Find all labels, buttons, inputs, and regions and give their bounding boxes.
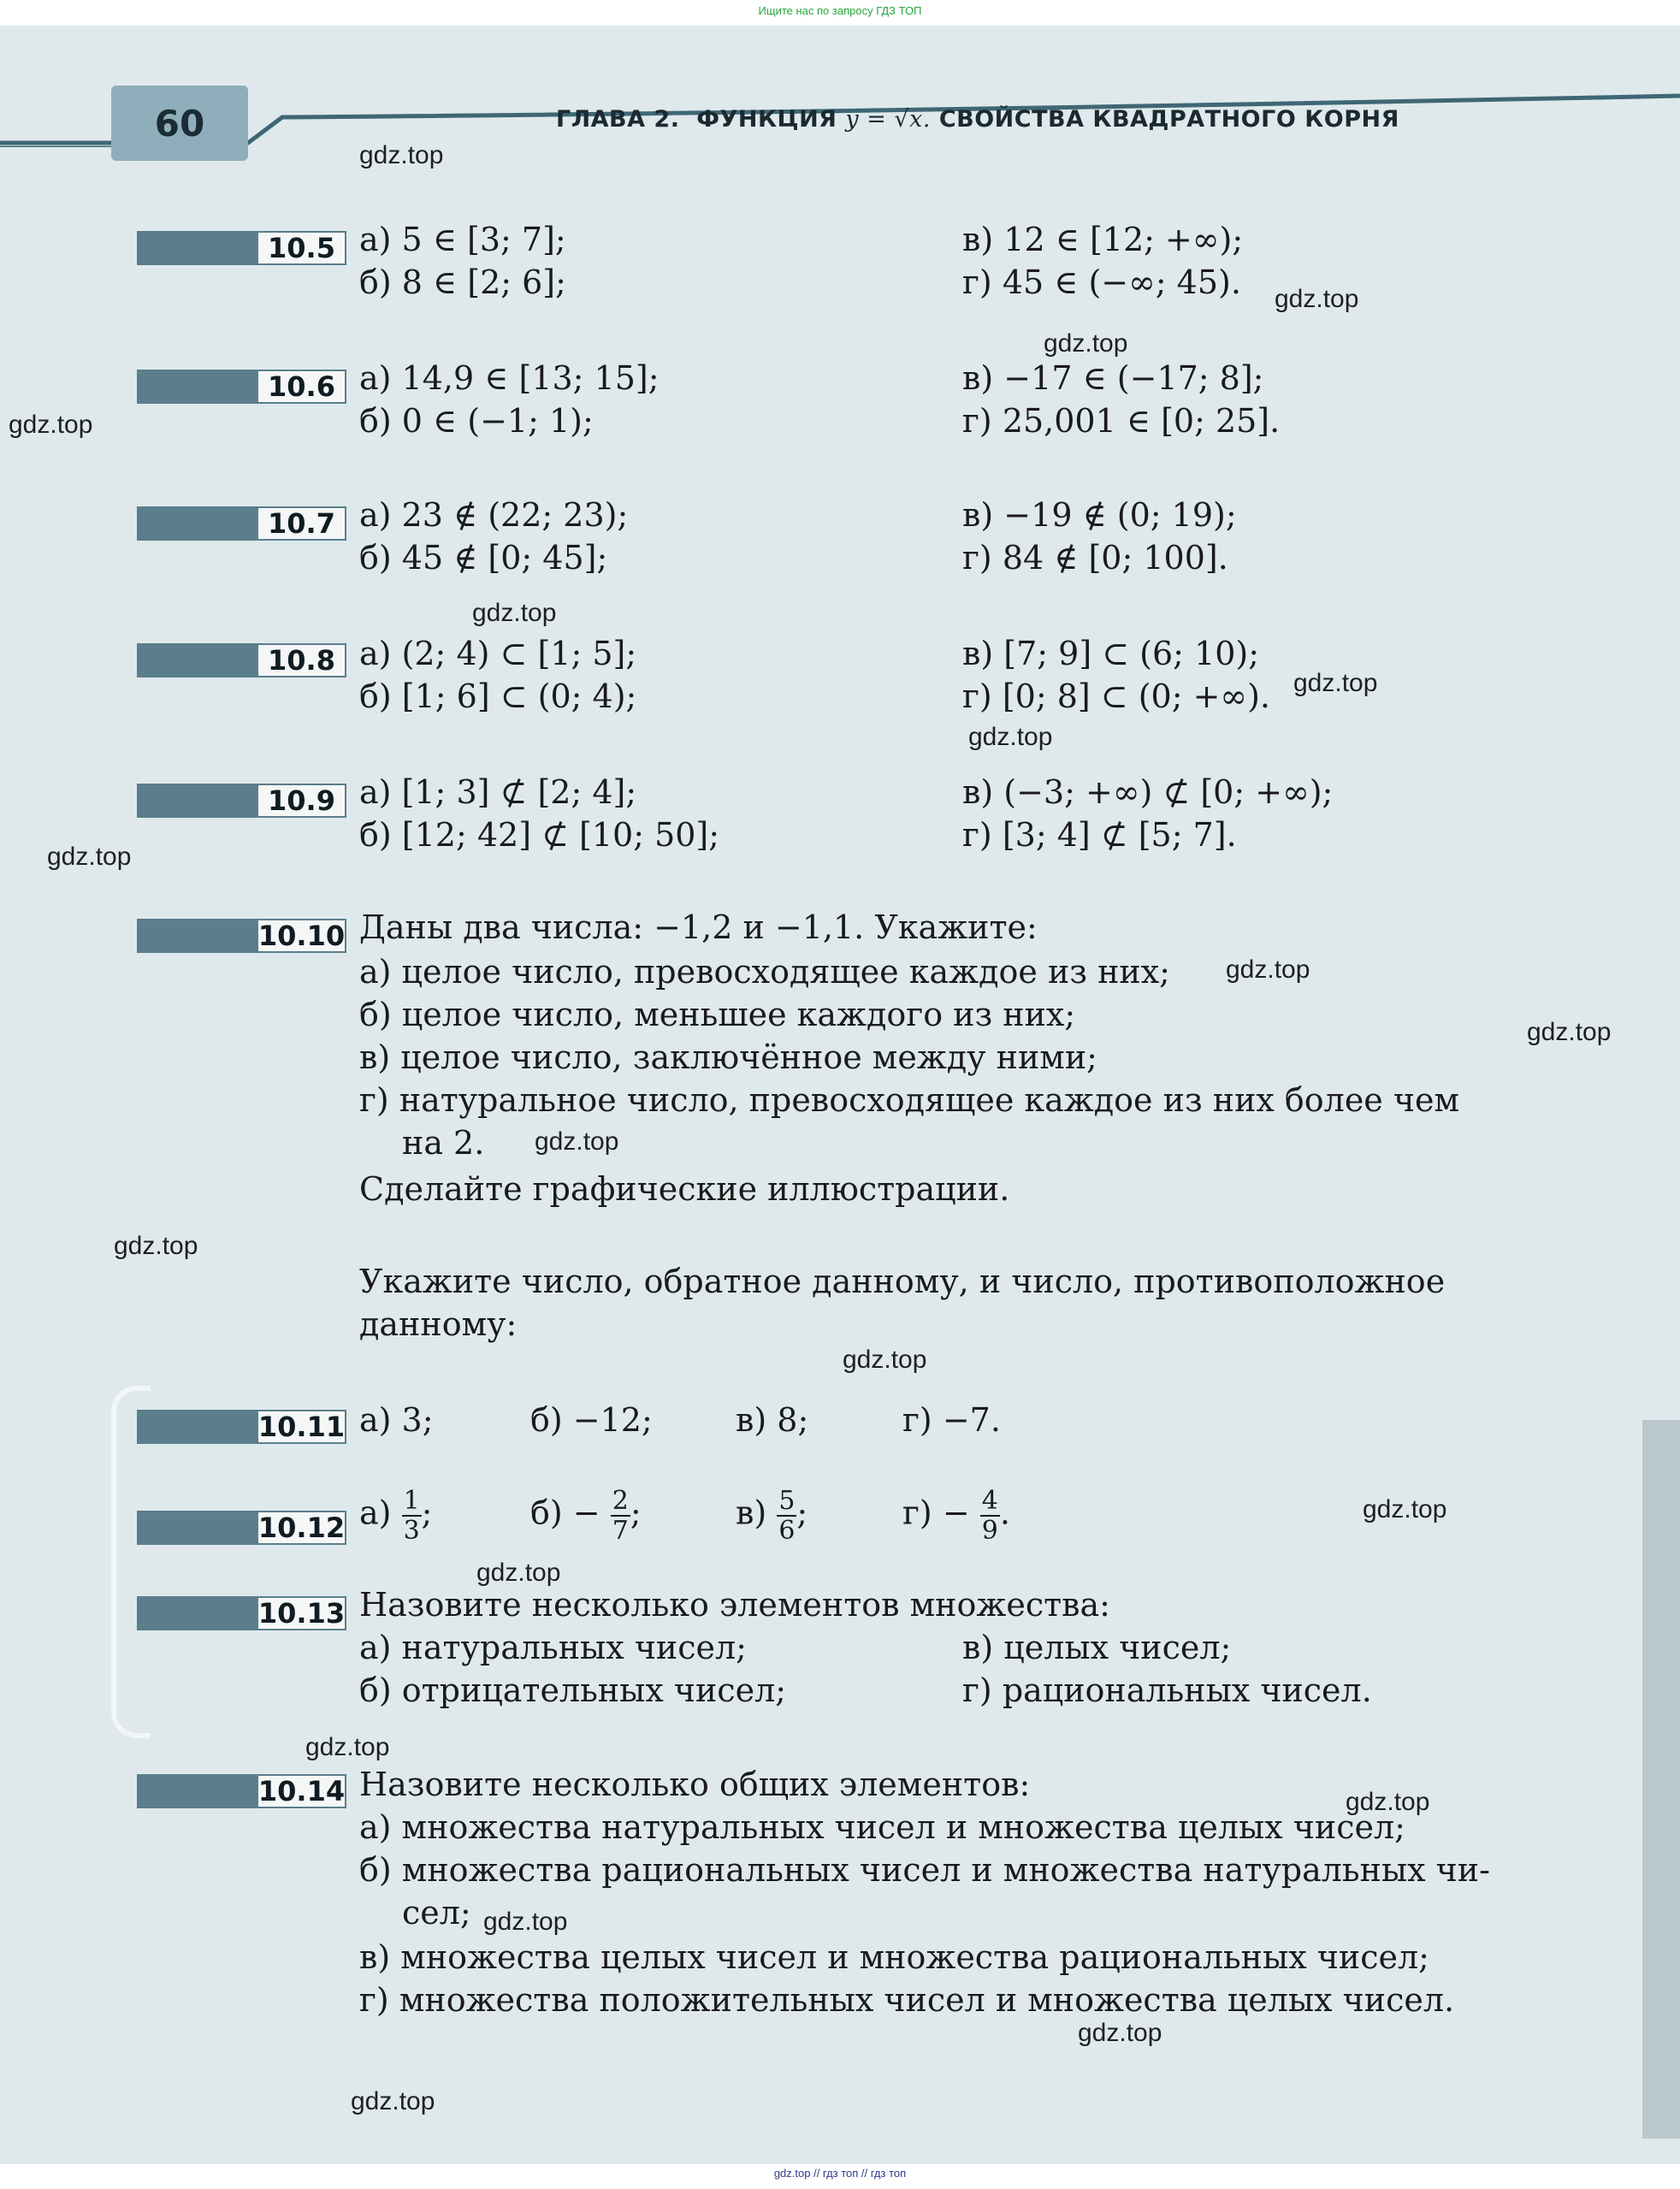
side-stripe [1642,1420,1680,2139]
chapter-rest: СВОЙСТВА КВАДРАТНОГО КОРНЯ [930,106,1399,133]
denominator: 6 [778,1516,796,1546]
watermark: gdz.top [1346,1788,1430,1816]
item-b: б) −12; [530,1401,653,1439]
item-b: б) 45 ∉ [0; 45]; [359,539,608,577]
task-number: 10.12 [257,1512,346,1544]
item-a: а) множества натуральных чисел и множества целых чисел; [359,1808,1405,1846]
item-a: а) [1; 3] ⊄ [2; 4]; [359,773,637,811]
task-number: 10.5 [257,231,346,265]
item-b [530,1487,642,1545]
item-a [359,1487,432,1545]
numerator: 4 [981,1486,998,1516]
item-d: г) 84 ∉ [0; 100]. [962,539,1228,577]
item-c: в) целых чисел; [962,1629,1232,1666]
denominator: 7 [612,1516,629,1546]
item-c: в) 8; [736,1401,809,1439]
fraction [402,1487,422,1545]
item-b-suffix: ; [630,1494,642,1532]
section-intro-line1: Укажите число, обратное данному, и число, противоположное [359,1263,1446,1300]
item-c: в) −17 ∈ (−17; 8]; [962,359,1264,397]
item-d-suffix: . [999,1494,1010,1532]
item-a: а) целое число, превосходящее каждое из них; [359,953,1170,991]
denominator: 3 [403,1516,420,1546]
fraction [611,1487,630,1545]
item-c: в) множества целых чисел и множества рациональных чисел; [359,1938,1429,1976]
item-d: г) рациональных чисел. [962,1671,1372,1709]
item-b-line1: б) множества рациональных чисел и множества натуральных чи- [359,1851,1490,1889]
watermark: gdz.top [1527,1018,1612,1046]
item-c-suffix: ; [796,1494,808,1532]
item-a: а) 14,9 ∈ [13; 15]; [359,359,660,397]
watermark: gdz.top [843,1346,927,1374]
item-d: г) [3; 4] ⊄ [5; 7]. [962,816,1237,854]
watermark: gdz.top [1078,2019,1162,2047]
watermark: gdz.top [359,141,444,169]
denominator: 9 [981,1516,998,1546]
watermark: gdz.top [472,599,557,627]
chapter-formula: y = √x. [845,106,931,133]
fraction [777,1487,796,1545]
item-b: б) целое число, меньшее каждого из них; [359,996,1076,1033]
item-d: г) множества положительных чисел и множества целых чисел. [359,1981,1455,2019]
chapter-title [556,106,1399,133]
watermark: gdz.top [1044,329,1128,358]
watermark: gdz.top [535,1127,619,1156]
item-d-prefix: г) − [902,1494,970,1532]
page-number: 60 [111,86,248,161]
item-d: г) −7. [902,1401,1001,1439]
watermark: gdz.top [9,411,93,439]
watermark: gdz.top [1226,955,1310,984]
watermark: gdz.top [305,1733,390,1761]
numerator: 2 [612,1486,629,1516]
item-a: а) 23 ∉ (22; 23); [359,496,629,534]
item-c: в) целое число, заключённое между ними; [359,1038,1097,1076]
bottom-note: gdz.top // гдз топ // гдз топ [773,2167,907,2180]
chapter-func: ФУНКЦИЯ [696,106,846,133]
watermark: gdz.top [114,1232,198,1260]
task-outro: Сделайте графические иллюстрации. [359,1170,1010,1208]
item-c [736,1487,807,1545]
section-intro-line2: данному: [359,1305,518,1343]
numerator: 1 [403,1486,420,1516]
task-intro: Даны два числа: −1,2 и −1,1. Укажите: [359,908,1038,946]
task-number: 10.8 [257,643,346,677]
item-b-line2: сел; [402,1894,471,1932]
watermark: gdz.top [1363,1495,1447,1523]
fraction [980,1487,1000,1545]
item-a-suffix: ; [421,1494,433,1532]
item-b: б) [12; 42] ⊄ [10; 50]; [359,816,720,854]
item-b: б) отрицательных чисел; [359,1671,787,1709]
item-d-line1: г) натуральное число, превосходящее каждое из них более чем [359,1081,1460,1119]
item-a-prefix: а) [359,1494,392,1532]
item-c: в) [7; 9] ⊂ (6; 10); [962,635,1260,672]
top-note: Ищите нас по запросу ГДЗ ТОП [758,4,922,17]
item-c: в) 12 ∈ [12; +∞); [962,221,1244,258]
item-d [902,1487,1010,1545]
chapter-prefix: ГЛАВА 2. [556,106,680,133]
item-b: б) [1; 6] ⊂ (0; 4); [359,677,637,715]
task-number: 10.7 [257,506,346,541]
task-number: 10.14 [257,1775,346,1807]
item-b: б) 8 ∈ [2; 6]; [359,263,566,301]
item-b-prefix: б) − [530,1494,600,1532]
watermark: gdz.top [47,843,132,871]
task-intro: Назовите несколько элементов множества: [359,1586,1110,1624]
task-number: 10.10 [257,920,346,952]
numerator: 5 [778,1486,796,1516]
watermark: gdz.top [351,2087,435,2115]
item-d: г) 25,001 ∈ [0; 25]. [962,402,1281,440]
item-a: а) 3; [359,1401,434,1439]
item-d: г) 45 ∈ (−∞; 45). [962,263,1241,301]
item-a: а) натуральных чисел; [359,1629,747,1666]
item-a: а) (2; 4) ⊂ [1; 5]; [359,635,637,672]
watermark: gdz.top [968,723,1053,751]
watermark: gdz.top [1293,669,1378,697]
item-c: в) −19 ∉ (0; 19); [962,496,1237,534]
item-c: в) (−3; +∞) ⊄ [0; +∞); [962,773,1334,811]
task-number: 10.6 [257,370,346,404]
item-b: б) 0 ∈ (−1; 1); [359,402,594,440]
task-number: 10.13 [257,1597,346,1630]
item-a: а) 5 ∈ [3; 7]; [359,221,566,258]
watermark: gdz.top [483,1908,568,1936]
item-d-line2: на 2. [402,1124,485,1162]
watermark: gdz.top [476,1559,561,1587]
watermark: gdz.top [1275,285,1359,313]
item-d: г) [0; 8] ⊂ (0; +∞). [962,677,1270,715]
task-number: 10.9 [257,784,346,818]
task-number: 10.11 [257,1411,346,1443]
item-c-prefix: в) [736,1494,767,1532]
task-intro: Назовите несколько общих элементов: [359,1766,1031,1803]
